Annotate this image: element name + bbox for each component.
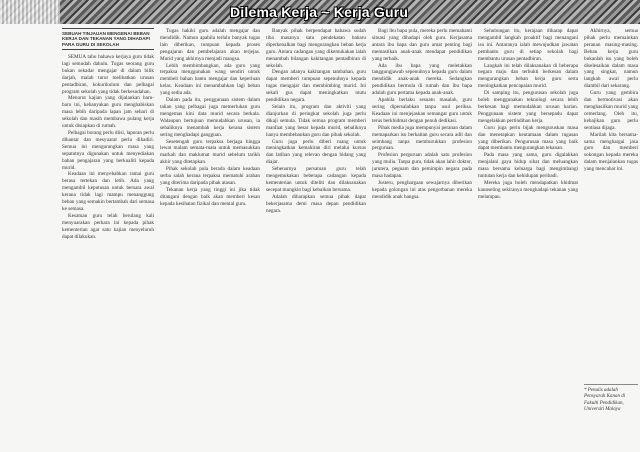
paragraph: Pihak media juga mempunyai peranan dalam memaparkan isu berkaitan guru secara adil dan seimbang tanpa memburukkan profesion perguruan. — [372, 124, 472, 152]
paragraph: Marilah kita bersama-sama menghargai jasa guru dan memberi sokongan kepada mereka dalam menjalankan tugas yang mencabar ini. — [584, 131, 638, 173]
paragraph: Tekanan kerja yang tinggi ini jika tidak ditangani dengan baik akan memberi kesan kepada kesihatan fizikal dan mental guru. — [160, 186, 260, 207]
text-column-4 — [372, 28, 472, 448]
paragraph: Keadaan ini menyebabkan ramai guru berasa tertekan dan letih. Ada yang mengambil keputusan untuk bersara awal kerana tidak lagi mampu menanggung beban yang semakin bertambah dari semasa ke semasa. — [62, 171, 154, 212]
paragraph: Dengan adanya kakitangan tambahan, guru dapat memberi tumpuan sepenuhnya kepada tugas mengajar dan membimbing murid. Ini sekali gus dapat meningkatkan mutu pendidikan negara. — [266, 69, 366, 104]
article-title: Dilema Kerja ~ Kerja Guru — [230, 4, 409, 20]
article-intro: SEBUAH TINJAUAN MENGENAI BEBAN KERJA DAN TEKANAN YANG DIHADAPI PARA GURU DI SEKOLAH — [62, 28, 154, 50]
paragraph: Apabila berlaku sesuatu masalah, guru sering dipersalahkan tanpa usul periksa. Keadaan ini menjejaskan semangat guru untuk terus berkhidmat dengan penuh dedikasi. — [372, 97, 472, 124]
paragraph: Akhirnya, semua pihak perlu memainkan peranan masing-masing. Beban kerja guru bukanlah isu yang boleh diselesaikan dalam masa yang singkat, namun langkah awal perlu diambil dari sekarang. — [584, 28, 638, 90]
paragraph: Guru juga perlu diberi ruang untuk meningkatkan kemahiran diri melalui kursus dan latihan yang relevan dengan bidang yang diajar. — [266, 138, 366, 166]
paragraph: SEMUA tahu bahawa kerjaya guru tidak lagi semudah dahulu. Tugas seorang guru bukan sekadar mengajar di dalam bilik darjah, malah turut melibatkan urusan pentadbiran, kokurikulum dan pelbagai program sekolah yang tidak berkesudahan. — [62, 54, 154, 95]
paragraph: Guru juga perlu bijak menguruskan masa dan menetapkan keutamaan dalam tugasan yang diberikan. Pengurusan masa yang baik dapat membantu mengurangkan tekanan. — [478, 124, 578, 152]
paragraph: Di samping itu, pengurusan sekolah juga boleh menggunakan teknologi secara lebih berkesan bagi memudahkan urusan harian. Penggunaan sistem yang bersepadu dapat mengelakkan pertindihan kerja. — [478, 90, 578, 124]
paragraph: Selain itu, program dan aktiviti yang dianjurkan di peringkat sekolah juga perlu dikaji semula. Tidak semua program memberi manfaat yang besar kepada murid, sebaliknya hanya membebankan guru dan pihak sekolah. — [266, 103, 366, 138]
paragraph: Adalah diharapkan semua pihak dapat bekerjasama demi masa depan pendidikan negara. — [266, 193, 366, 214]
text-column-2 — [160, 28, 260, 448]
paragraph: Menurut kajian yang dijalankan baru-baru ini, kebanyakan guru menghabiskan masa lebih daripada lapan jam sehari di sekolah dan masih membawa pulang kerja untuk disiapkan di rumah. — [62, 95, 154, 130]
paragraph: Sesetengah guru terpaksa berjaga hingga lewat malam semata-mata untuk memasukkan markah dan maklumat murid sebelum tarikh akhir yang ditetapkan. — [160, 138, 260, 166]
text-column-3 — [266, 28, 366, 448]
paragraph: Kesatuan guru telah berulang kali menyuarakan perkara ini kepada pihak kementerian agar satu kajian menyeluruh dapat dilakukan. — [62, 212, 154, 240]
banner-ornament — [0, 0, 60, 24]
paragraph: Tugas hakiki guru adalah mengajar dan mendidik. Namun apabila terlalu banyak tugas lain diberikan, tumpuan kepada proses pengajaran dan pembelajaran akan terjejas. Murid yang akhirnya menjadi mangsa. — [160, 28, 260, 62]
header-banner — [0, 0, 640, 24]
paragraph: Pihak sekolah pula berada dalam keadaan serba salah kerana terpaksa mematuhi arahan yang diterima daripada pihak atasan. — [160, 166, 260, 186]
paragraph: Pelbagai borang perlu diisi, laporan perlu dihantar dan mesyuarat perlu dihadiri. Semua ini mengurangkan masa yang sepatutnya digunakan untuk menyediakan bahan pengajaran yang berkualiti kepada murid. — [62, 129, 154, 171]
text-column-5 — [478, 28, 578, 448]
paragraph: Bagi ibu bapa pula, mereka perlu memahami situasi yang dihadapi oleh guru. Kerjasama antara ibu bapa dan guru amat penting bagi memastikan anak-anak mendapat pendidikan yang terbaik. — [372, 28, 472, 62]
paragraph: Mereka juga boleh mendapatkan khidmat kaunseling sekiranya menghadapi tekanan yang melampau. — [478, 179, 578, 200]
paragraph: Dalam pada itu, penggunaan sistem dalam talian yang pelbagai juga memerlukan guru mengemas kini data murid secara berkala. Walaupun bertujuan memudahkan urusan, ia sebaliknya menambah kerja kerana sistem sering menghadapi gangguan. — [160, 97, 260, 138]
paragraph: Sebenarnya persatuan guru telah mengemukakan beberapa cadangan kepada kementerian untuk diteliti dan dilaksanakan secepat mungkin bagi kebaikan bersama. — [266, 166, 366, 193]
paragraph: Ada ibu bapa yang meletakkan tanggungjawab sepenuhnya kepada guru dalam mendidik anak-anak mereka. Sedangkan pendidikan bermula di rumah dan ibu bapa adalah guru pertama kepada anak-anak. — [372, 62, 472, 97]
paragraph: Guru yang gembira dan bermotivasi akan menghasilkan murid yang cemerlang. Oleh itu, kebajikan guru perlu sentiasa dijaga. — [584, 90, 638, 131]
author-note: * Penulis adalah Pensyarah Kanan di Fakulti Pendidikan, Universiti Malaya — [584, 384, 638, 414]
paragraph: Pada masa yang sama, guru digalakkan menjalani gaya hidup sihat dan meluangkan masa bersama keluarga bagi mengimbangi tuntutan kerja dan kehidupan peribadi. — [478, 152, 578, 180]
paragraph: Sehubungan itu, kerajaan diharap dapat mengambil langkah proaktif bagi menangani isu ini. Antaranya ialah mewujudkan jawatan pembantu guru di setiap sekolah bagi membantu urusan pentadbiran. — [478, 28, 578, 62]
text-column-1 — [62, 54, 154, 448]
paragraph: Banyak pihak berpendapat bahawa sudah tiba masanya satu pendekatan baharu diperkenalkan bagi mengurangkan beban kerja guru. Antara cadangan yang dikemukakan ialah menambah bilangan kakitangan pentadbiran di sekolah. — [266, 28, 366, 69]
paragraph: Langkah ini telah dilaksanakan di beberapa negara maju dan terbukti berkesan dalam mengurangkan beban kerja guru serta meningkatkan pencapaian murid. — [478, 62, 578, 90]
paragraph: Profesion perguruan adalah satu profesion yang mulia. Tanpa guru, tidak akan lahir doktor, jurutera, peguam dan pemimpin negara pada masa hadapan. — [372, 152, 472, 180]
text-column-6 — [584, 28, 638, 380]
paragraph: Justeru, penghargaan sewajarnya diberikan kepada golongan ini atas pengorbanan mereka mendidik anak bangsa. — [372, 179, 472, 200]
paragraph: Lebih membimbangkan, ada guru yang terpaksa menggunakan wang sendiri untuk membeli bahan bantu mengajar dan keperluan kelas. Keadaan ini menambahkan lagi beban yang sedia ada. — [160, 62, 260, 97]
